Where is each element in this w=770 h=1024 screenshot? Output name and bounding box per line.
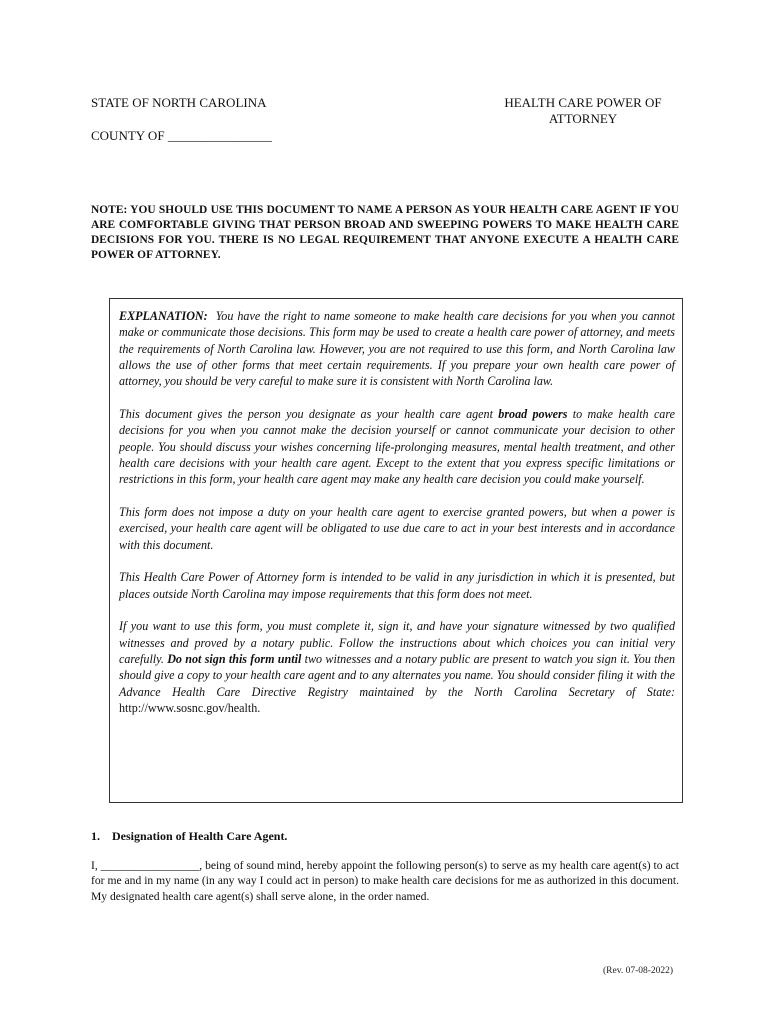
do-not-sign-emphasis: Do not sign this form until: [167, 652, 302, 667]
registry-url: http://www.sosnc.gov/health.: [119, 700, 261, 715]
explanation-p2-text-b: to make health care decisions for you when you cannot make the decision yourself or cannot communicate your decision to other people. You should discuss your wishes concerning life-prolonging measures, mental health treatment, and other health care decisions with your health care agent. Except to the extent that you express specific limitations or restrictions in this form, your health care agent may make any health care decision you could make yourself.: [119, 406, 675, 487]
section-1-body: I, _________________, being of sound mind, hereby appoint the following person(s) to serve as my health care agent(s) to act for me and in my name (in any way I could act in person) to make health care decisions for me as authorized in this document. My designated health care agent(s) shall serve alone, in the order named.: [91, 859, 679, 903]
explanation-p5-text-b: two witnesses and a notary public are present to watch you sign it. You then should give a copy to your health care agent and to any alternates you name. You should consider filing it with the Advance Health Care Directive Registry maintained by the North Carolina Secretary of State:: [119, 652, 675, 699]
explanation-paragraph-1: [119, 308, 675, 389]
explanation-paragraph-4: This Health Care Power of Attorney form is intended to be valid in any jurisdiction in which it is presented, but places outside North Carolina may impose requirements that this form does not meet.: [119, 570, 675, 601]
explanation-p2-text-a: This document gives the person you designate as your health care agent: [119, 406, 499, 421]
county-blank: ________________: [167, 128, 272, 143]
explanation-heading: EXPLANATION:: [119, 309, 208, 323]
section-1-title: Designation of Health Care Agent.: [112, 829, 288, 843]
section-1-heading: [91, 829, 287, 843]
county-label: COUNTY OF: [91, 128, 165, 143]
explanation-paragraph-2: [119, 406, 675, 487]
explanation-text: [119, 308, 675, 733]
section-1-number: 1.: [91, 829, 100, 843]
explanation-box: [109, 298, 683, 803]
document-title-line2: ATTORNEY: [548, 111, 618, 126]
explanation-paragraph-3: This form does not impose a duty on your health care agent to exercise granted powers, but when a power is exercised, your health care agent will be obligated to use due care to act in your best interests and in accordance with this document.: [119, 504, 675, 552]
revision-date: (Rev. 07-08-2022): [603, 966, 674, 976]
state-heading: STATE OF NORTH CAROLINA: [91, 95, 267, 110]
broad-powers-emphasis: broad powers: [498, 406, 568, 421]
explanation-paragraph-5: [119, 618, 675, 716]
explanation-p1-text: You have the right to name someone to make health care decisions for you when you cannot make or communicate those decisions. This form may be used to create a health care power of attorney, and meets the requirements of North Carolina law. However, you are not required to use this form, and North Carolina law allows the use of other forms that meet certain requirements. If you prepare your own health care power of attorney, you should be very careful to make sure it is consistent with North Carolina law.: [119, 309, 675, 389]
document-title-line1: HEALTH CARE POWER OF: [504, 95, 662, 110]
legal-note: NOTE: YOU SHOULD USE THIS DOCUMENT TO NAME A PERSON AS YOUR HEALTH CARE AGENT IF YOU ARE COMFORTABLE GIVING THAT PERSON BROAD AND SWEEPING POWERS TO MAKE HEALTH CARE DECISIONS FOR YOU. THERE IS NO LEGAL REQUIREMENT THAT ANYONE EXECUTE A HEALTH CARE POWER OF ATTORNEY.: [91, 204, 679, 261]
document-title: [484, 95, 682, 127]
explanation-p5-text-a: If you want to use this form, you must complete it, sign it, and have your signature witnessed by two qualified witnesses and proved by a notary public. Follow the instructions about which choices you can initial very carefully.: [119, 619, 675, 667]
county-line: [91, 128, 272, 143]
